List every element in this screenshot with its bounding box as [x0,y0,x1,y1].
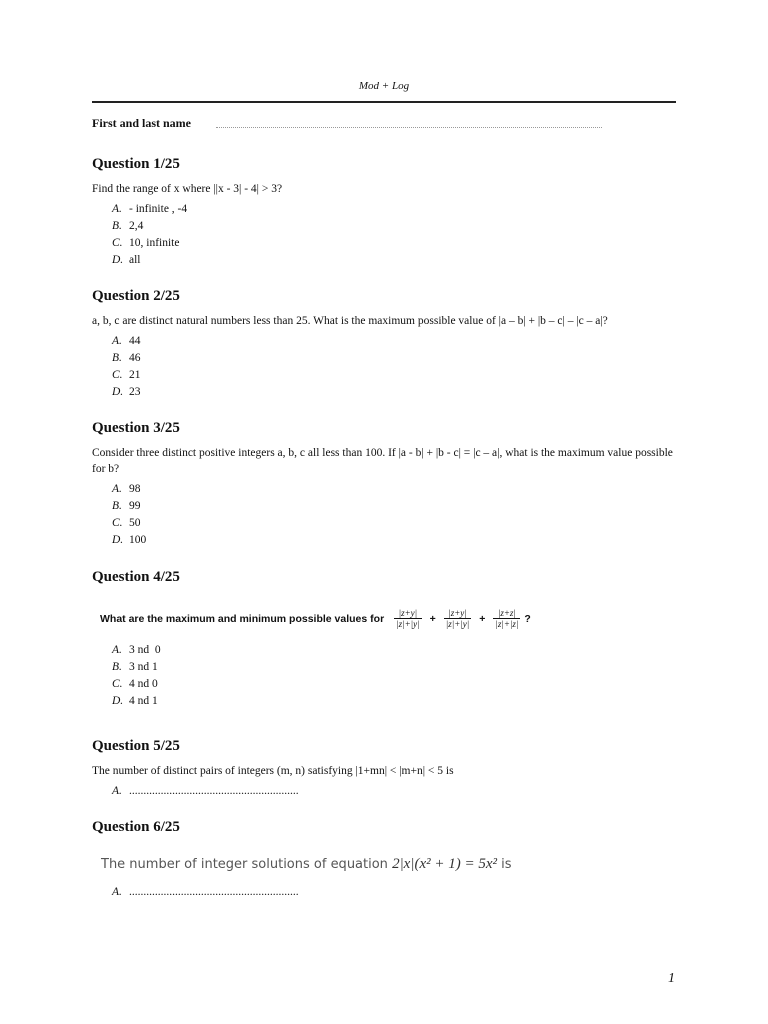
option-d[interactable] [112,384,682,401]
option-text: 4 nd 0 [129,678,158,690]
option-text: 99 [129,500,141,512]
question-4 [92,569,682,710]
answer-blank[interactable]: ........................................................... [129,886,299,898]
option-letter: A. [112,886,122,898]
answer-blank-a[interactable] [112,884,682,901]
option-letter: D. [112,254,124,266]
option-letter: B. [112,352,122,364]
question-5 [92,738,682,800]
question-title: Question 4/25 [92,569,180,585]
question-2 [92,288,682,401]
fraction-2 [444,608,471,629]
option-c[interactable] [112,367,682,384]
option-text: all [129,254,141,266]
option-letter: D. [112,534,124,546]
option-text: 2,4 [129,220,144,232]
option-d[interactable] [112,252,682,269]
option-text: 100 [129,534,147,546]
question-expression [101,856,682,873]
option-b[interactable] [112,218,682,235]
question-text: Find the range of x where ||x - 3| - 4| > 3? [92,183,283,195]
option-list [92,201,682,269]
option-c[interactable] [112,515,682,532]
answer-blank[interactable]: ........................................................... [129,785,299,797]
fraction-denominator: |z|+|y| [445,619,470,629]
answer-blank-a[interactable] [112,783,682,800]
fraction-3 [493,608,520,629]
option-letter: C. [112,517,123,529]
option-b[interactable] [112,659,682,676]
question-title: Question 3/25 [92,420,180,436]
question-title: Question 5/25 [92,738,180,754]
question-text: a, b, c are distinct natural numbers less than 25. What is the maximum possible value of |a – b| + |b – c| – |c – a|? [92,315,608,327]
option-text: 4 nd 1 [129,695,158,707]
plus-sign: + [479,612,486,625]
option-letter: D. [112,386,124,398]
fraction-numerator: |z+y| [398,608,418,618]
option-letter: A. [112,644,122,656]
option-letter: A. [112,203,122,215]
option-d[interactable] [112,693,682,710]
option-b[interactable] [112,498,682,515]
page-number: 1 [668,971,675,986]
question-expression [100,608,682,629]
question-text: What are the maximum and minimum possible values for [100,612,385,625]
option-a[interactable] [112,481,682,498]
equation: 2|x|(x² + 1) = 5x² [392,856,498,872]
option-letter: C. [112,678,123,690]
question-1 [92,156,682,269]
fraction-1 [394,608,421,629]
question-text: Consider three distinct positive integers a, b, c all less than 100. If |a - b| + |b - c| = |c – a|, what is the maximum value possible for b? [92,447,673,475]
option-list [92,884,682,901]
header-divider [92,101,676,103]
question-suffix: is [501,857,512,872]
option-list [92,783,682,800]
name-field-row [92,114,676,134]
option-letter: A. [112,785,122,797]
question-text: The number of integer solutions of equation [101,857,388,872]
option-text: 3 nd 0 [129,644,161,656]
option-letter: B. [112,661,122,673]
option-b[interactable] [112,350,682,367]
option-list [92,481,682,549]
option-a[interactable] [112,333,682,350]
option-letter: A. [112,483,122,495]
option-text: 3 nd 1 [129,661,158,673]
question-title: Question 1/25 [92,156,180,172]
plus-sign: + [429,612,436,625]
option-text: 21 [129,369,141,381]
option-d[interactable] [112,532,682,549]
option-text: - infinite , -4 [129,203,188,215]
option-a[interactable] [112,201,682,218]
option-a[interactable] [112,642,682,659]
question-6 [92,819,682,901]
fraction-denominator: |z|+|y| [396,619,420,629]
option-list [92,333,682,401]
option-text: 44 [129,335,141,347]
fraction-denominator: |z|+|z| [495,619,519,629]
option-text: 23 [129,386,141,398]
question-3 [92,420,682,549]
question-title: Question 2/25 [92,288,180,304]
name-field-input-line[interactable] [216,127,602,128]
option-letter: C. [112,237,123,249]
option-text: 10, infinite [129,237,180,249]
option-letter: D. [112,695,124,707]
option-text: 50 [129,517,141,529]
option-text: 46 [129,352,141,364]
option-letter: B. [112,500,122,512]
question-title: Question 6/25 [92,819,180,835]
name-field-label: First and last name [92,116,191,130]
option-letter: C. [112,369,123,381]
option-c[interactable] [112,235,682,252]
option-c[interactable] [112,676,682,693]
option-letter: B. [112,220,122,232]
option-list [92,642,682,710]
question-suffix: ? [524,612,531,625]
document-header-title: Mod + Log [358,80,410,92]
fraction-numerator: |z+z| [497,608,516,618]
question-text: The number of distinct pairs of integers (m, n) satisfying |1+mn| < |m+n| < 5 is [92,765,454,777]
fraction-numerator: |z+y| [448,608,467,618]
option-letter: A. [112,335,122,347]
option-text: 98 [129,483,141,495]
